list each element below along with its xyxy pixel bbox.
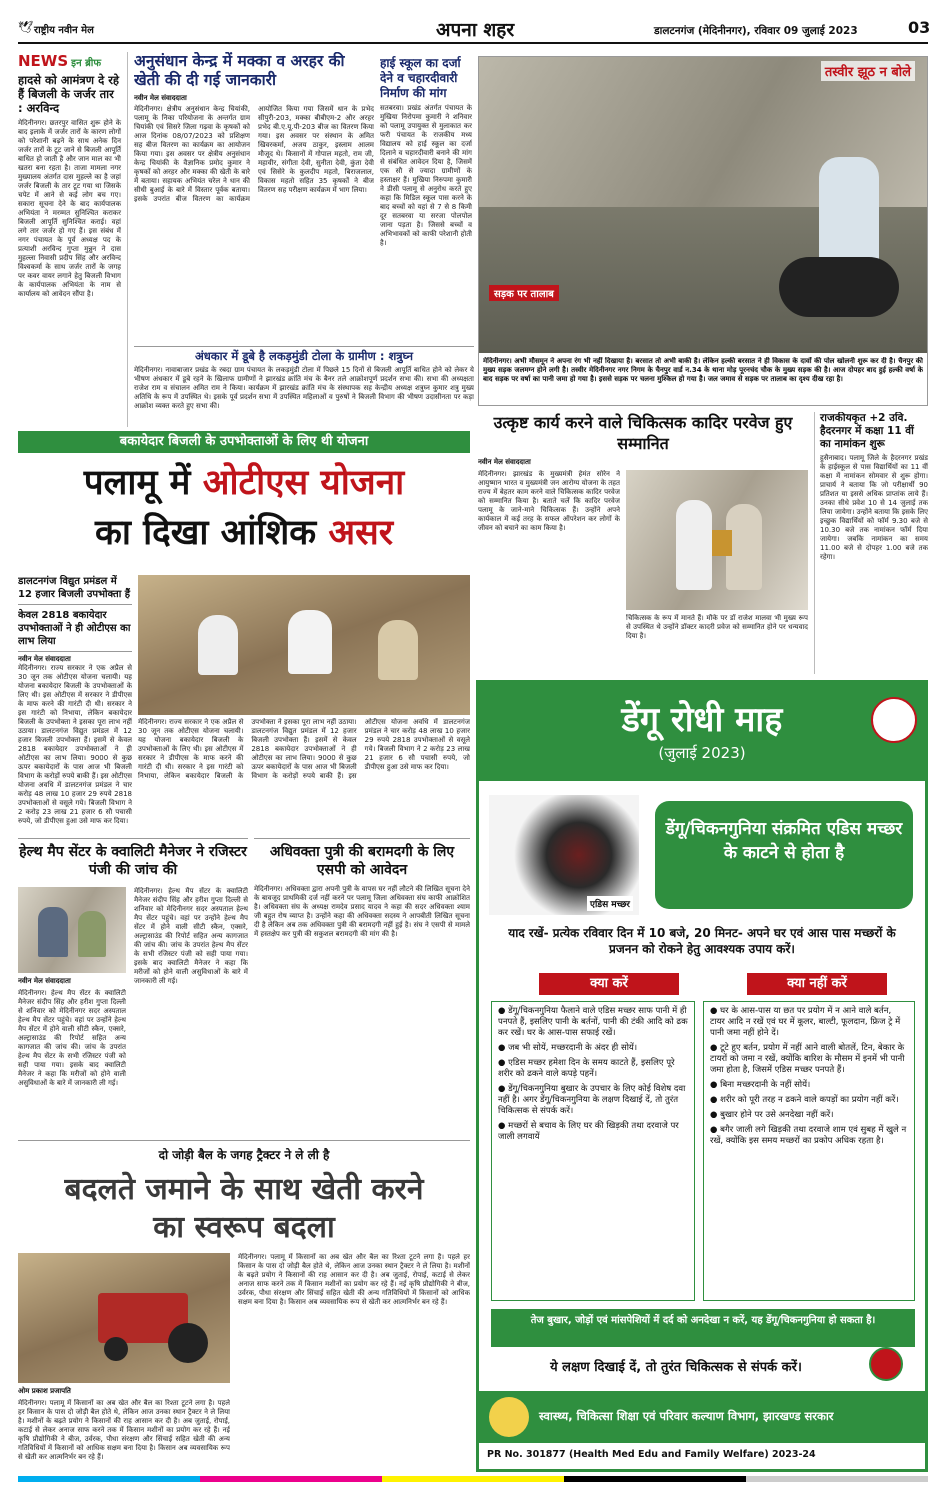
dengue-title: डेंगू रोधी माह xyxy=(621,700,783,740)
health-photo xyxy=(18,887,126,973)
health-body-left: मेदिनीनगर। हेल्थ मैप सेंटर के क्वालिटी मैनेजर संदीप सिंह और हरीश गुप्ता दिल्ली से शनिवार को मेदिनीनगर सदर अस्पताल हेल्थ मैप सेंटर पहुंचे। वहां पर उन्होंने हेल्थ मैप सेंटर में होने वाली सीटी स्कैन, एक्सरे, अल्ट्रासाउंड की रिपोर्ट सहित अन्य कागजात की जांच की। जांच के उपरांत हेल्थ मैप सेंटर के सभी रजिस्टर पंजी को सही पाया गया। इसके बाद क्वालिटी मैनेजर ने कहा कि मरीजों को होने वाली असुविधाओं के बारे में जानकारी ली गई। xyxy=(18,989,126,1087)
do-item: ● जब भी सोयें, मच्छरदानी के अंदर ही सोयें। xyxy=(498,1043,638,1053)
doctor-story-headline: उत्कृष्ट कार्य करने वाले चिकित्सक कादिर परवेज हुए सम्मानित xyxy=(493,413,793,453)
dont-item: ● टूटे हुए बर्तन, प्रयोग में नहीं आने वाली बोतलें, टिन, बेकार के टायरों को जमा न रखें, क्योंकि बारिश के मौसम में इनमें भी पानी जमा होता है, जिसमें एडिस मच्छर पनपते हैं। xyxy=(710,1043,905,1075)
department-name: स्वास्थ्य, चिकित्सा शिक्षा एवं परिवार कल्याण विभाग, झारखण्ड सरकार xyxy=(539,1409,834,1423)
dont-item: ● बिना मच्छरदानी के नहीं सोयें। xyxy=(710,1080,811,1090)
doctor-body: मेदिनीनगर। झारखंड के मुख्यमंत्री हेमंत सोरेन ने आयुष्मान भारत व मुख्यमंत्री जन आरोग्य योजना के तहत राज्य में बेहतर काम करने वाले चिकित्सक कादिर परवेज को सम्मानित किया है। बताते चलें कि कादिर परवेज पलामू के जाने-माने चिकित्सक हैं। उन्होंने अपने कार्यकाल में कई तरह के सफल ऑपरेशन कर लोगों के जीवन को बचाने का काम किया है। xyxy=(478,470,620,532)
admission-body: हुसैनाबाद। पलामू जिले के हैदरनगर प्रखंड के हाईस्कूल से पास विद्यार्थियों का 11 वीं कक्षा में नामांकन सोमवार से शुरू होगा। प्राचार्य ने बताया कि जो परीक्षार्थी 90 प्रतिशत या इससे अधिक प्राप्तांक लाये हैं। उनका सीधे प्रवेश 10 से 14 जुलाई तक लिया जायेगा। उन्होंने बताया कि इसके लिए इच्छुक विद्यार्थियों को फॉर्म 9.30 बजे से 10.30 बजे तक नामांकन फॉर्म दिया जायेगा। जबकि नामांकन का समय 11.00 बजे से दोपहर 1.00 बजे तक रहेगा। xyxy=(820,454,928,561)
advocate-body: मेदिनीनगर। अधिवक्ता द्वारा अपनी पुत्री के वापस घर नहीं लौटने की लिखित सूचना देने के बावजूद प्राथमिकी दर्ज नहीं करने पर पलामू जिला अधिवक्ता संघ काफी आक्रोशित है। अधिवक्ता संघ के अध्यक्ष रामदेव प्रसाद यादव ने कहा की सदर अधिवक्ता श्याम जी बहुत रोष व्याप्त है। उन्होंने कहा की अधिवक्ता सदस्य ने आपबीती लिखित सूचना दी है लेकिन अब तक अधिवक्ता पुत्री की बरामदगी नहीं हुई है। संघ ने एसपी से मामले में हस्तक्षेप कर पुत्री की सकुशल बरामदगी की मांग की है। xyxy=(254,885,470,938)
farming-kicker: दो जोड़ी बैल के जगह ट्रैक्टर ने ले ली है xyxy=(158,1148,330,1162)
farming-body-right: मेदिनीनगर। पलामू में किसानों का अब खेत और बैल का रिश्ता टूटने लगा है। पहले हर किसान के पास दो जोड़ी बैल होते थे, लेकिन आज उनका स्थान ट्रैक्टर ने ले लिया है। मशीनों के बढ़ते प्रयोग ने किसानों की राह आसान कर दी है। अब जुताई, रोपाई, कटाई से लेकर अनाज साफ करने तक में किसान मशीनों का प्रयोग कर रहे हैं। नई कृषि प्रौद्योगिकी ने बीज, उर्वरक, पौधा संरक्षण और सिंचाई सहित खेती की अन्य गतिविधियों में किसानों को आधिक सक्षम बना दिया है। किसान अब व्यवसायिक रूप से खेती कर आत्मनिर्भर बन रहे हैं। xyxy=(238,1253,470,1306)
health-headline: हेल्थ मैप सेंटर के क्वालिटी मैनेजर ने रजिस्टर पंजी की जांच की xyxy=(19,844,247,878)
dark-story-headline: अंधकार में डूबे है लकड़मुंडी टोला के ग्रामीण : शत्रुघ्न xyxy=(194,349,414,363)
print-color-strip xyxy=(18,1476,928,1482)
dengue-reminder: याद रखें- प्रत्येक रविवार दिन में 10 बजे, 20 मिनट- अपने घर एवं आस पास मच्छरों के प्रजनन को रोकने हेतु आवश्यक उपाय करें। xyxy=(508,926,896,956)
brief-headline: हादसे को आमंत्रण दे रहे हैं बिजली के जर्जर तार : अरविन्द xyxy=(18,73,119,115)
school-story-body: सतबरवा। प्रखंड अंतर्गत पंचायत के मुखिया निरोपमा कुमारी ने शनिवार को पलामू उपायुक्त से मुलाकात कर फरी पंचायत के राजकीय मध्य विद्यालय को हाई स्कूल का दर्जा दिलाने व चहारदीवारी बनाने की मांग से संबंधित आवेदन दिया है, जिसमें एक सौ से ज्यादा ग्रामीणों के हस्ताक्षर हैं। मुखिया निरुपमा कुमारी ने डीसी पलामू से अनुरोध करते हुए कहा कि मिडिल स्कूल पास करने के बाद बच्चों को यहां से 7 से 8 किमी दूर सतबरवा या सरजा पोलपोल जाना पड़ता है। जिससे बच्चों व अभिभावकों को काफी परेशानी होती है। xyxy=(380,104,472,247)
brief-body: मेदिनीनगर। छतरपुर वासित शुरू होने के बाद इलाके में जर्जर तारों के कारण लोगों को परेशानी बढ़ने के साथ अनेक दिन जर्जर तारों के टूट जाने से बिजली आपूर्ति बाधित हो जाती है और जान माल का भी खतरा बना रहता है। ताजा मामला नगर मुख्यालय अंतर्गत दास मुहल्ले का है जहां जर्जर बिजली के तार टूट गया था जिसके चपेट में आने से कई लोग बच गए। सकारा सूचना देने के बाद कार्यपालक अभियंता ने मरम्मत सुनिश्चित कराकर बिजली आपूर्ति सुनिश्चित कराई। वहां लगे तार जर्जर हो गए हैं। इस संबंध में नगर पंचायत के पूर्व अध्यक्ष पद के प्रत्याशी अरविन्द गुप्ता मुन्नुन ने दास मुहल्ला निवासी प्रदीप सिंह और अरविन्द विश्वकर्मा के साथ जर्जर तारों के जगह पर कवर वायर लगाने हेतु बिजली विभाग के कार्यपालक अभियंता के नाम से कार्यालय को आवेदन सौंपा है। xyxy=(18,119,121,298)
ots-body-more xyxy=(138,718,470,830)
advocate-story xyxy=(254,838,470,1136)
dont-item: ● बगैर जाली लगे खिड़की तथा दरवाजे शाम एवं सुबह में खुले न रखें, क्योंकि इस समय मच्छरों का प्रकोप अधिक रहता है। xyxy=(710,1125,907,1146)
health-byline: नवीन मेल संवाददाता xyxy=(18,977,71,985)
dengue-banner: डेंगू/चिकनगुनिया संक्रमित एडिस मच्छर के काटने से होता है xyxy=(655,801,913,909)
do-item: ● एडिस मच्छर हमेशा दिन के समय काटते हैं, इसलिए पूरे शरीर को ढकने वाले कपड़े पहनें। xyxy=(498,1058,675,1079)
health-body-right: मेदिनीनगर। हेल्थ मैप सेंटर के क्वालिटी मैनेजर संदीप सिंह और हरीश गुप्ता दिल्ली से शनिवार को मेदिनीनगर सदर अस्पताल हेल्थ मैप सेंटर पहुंचे। वहां पर उन्होंने हेल्थ मैप सेंटर में होने वाली सीटी स्कैन, एक्सरे, अल्ट्रासाउंड की रिपोर्ट सहित अन्य कागजात की जांच की। जांच के उपरांत हेल्थ मैप सेंटर के सभी रजिस्टर पंजी को सही पाया गया। इसके बाद क्वालिटी मैनेजर ने कहा कि मरीजों को होने वाली असुविधाओं के बारे में जानकारी ली गई। xyxy=(134,887,248,985)
do-list xyxy=(491,1001,695,1301)
dont-item: ● शरीर को पूरी तरह न ढकने वाले कपड़ों का प्रयोग नहीं करें। xyxy=(710,1095,899,1105)
dont-title: क्या नहीं करें xyxy=(747,973,887,995)
admission-headline: राजकीयकृत +2 उवि. हैदरनगर में कक्षा 11 वीं का नामांकन शुरू xyxy=(820,412,914,450)
flood-photo xyxy=(479,57,927,353)
dengue-header xyxy=(479,683,925,781)
dont-item: ● बुखार होने पर उसे अनदेखा नहीं करें। xyxy=(710,1110,834,1120)
helpline-104-icon xyxy=(869,1347,903,1381)
jharkhand-emblem-icon xyxy=(871,697,917,743)
photo-label: सड़क पर तालाब xyxy=(489,285,559,301)
farming-story xyxy=(18,1140,470,1472)
doctor-photo xyxy=(626,470,808,610)
section-title: अपना शहर xyxy=(436,19,515,41)
ots-side-note2: केवल 2818 बकायेदार उपभोक्ताओं ने ही ओटीएस का लाभ लिया xyxy=(18,609,132,652)
ots-headline-part2: का दिखा आंशिक xyxy=(94,513,317,553)
mosquito-image xyxy=(489,795,639,915)
brief-label: इन ब्रीफ xyxy=(71,58,102,69)
health-story xyxy=(18,838,248,1136)
doctor-byline: नवीन मेल संवाददाता xyxy=(478,458,531,466)
ots-headline-highlight2: असर xyxy=(328,513,394,553)
dont-list xyxy=(703,1001,915,1301)
school-story xyxy=(380,56,472,342)
ots-body-col1: मेदिनीनगर। राज्य सरकार ने एक अप्रैल से 30 जून तक ओटीएस योजना चलायी। यह योजना बकायेदार बिजली के उपभोक्ताओं के लिए थी। इस ओटीएस में सरकार ने डीपीएस के माफ करने की गारंटी दी थी। सरकार ने इस गारंटी को निभाया, लेकिन बकायेदार बिजली के उपभोक्ता ने इसका पूरा लाभ नहीं उठाया। डालटनगंज विद्युत प्रमंडल में 12 हजार बिजली उपभोक्ता हैं। इसमें से केवल 2818 बकायेदार उपभोक्ताओं ने ही ओटीएस का लाभ लिया। 9000 से कुछ ऊपर बकायेदारों के पास आज भी बिजली विभाग के करोड़ों रुपये बाकी हैं। इस ओटीएस योजना अवधि में डालटनगंज प्रमंडल ने चार करोड़ 48 लाख 10 हजार 29 रुपये 2818 उपभोक्ताओं से वसूले गये। बिजली विभाग ने 2 करोड़ 23 लाख 21 हजार 6 सौ पचासी रुपये, जो डीपीएस हुआ उसे माफ कर दिया। xyxy=(18,664,132,825)
ots-headline xyxy=(18,458,470,570)
ots-body-cont: मेदिनीनगर। राज्य सरकार ने एक अप्रैल से 30 जून तक ओटीएस योजना चलायी। यह योजना बकायेदार बिजली के उपभोक्ताओं के लिए थी। इस ओटीएस में सरकार ने डीपीएस के माफ करने की गारंटी दी थी। सरकार ने इस गारंटी को निभाया, लेकिन बकायेदार बिजली के उपभोक्ता ने इसका पूरा लाभ नहीं उठाया। डालटनगंज विद्युत प्रमंडल में 12 हजार बिजली उपभोक्ता हैं। इसमें से केवल 2818 बकायेदार उपभोक्ताओं ने ही ओटीएस का लाभ लिया। 9000 से कुछ ऊपर बकायेदारों के पास आज भी बिजली विभाग के करोड़ों रुपये बाकी हैं। इस ओटीएस योजना अवधि में डालटनगंज प्रमंडल ने चार करोड़ 48 लाख 10 हजार 29 रुपये 2818 उपभोक्ताओं से वसूले गये। बिजली विभाग ने 2 करोड़ 23 लाख 21 हजार 6 सौ पचासी रुपये, जो डीपीएस हुआ उसे माफ कर दिया। xyxy=(138,718,470,780)
news-label: NEWS xyxy=(18,52,69,70)
doctor-caption: चिकित्सक के रूप में मानते हैं। मौके पर डॉ राजेश मालवा भी मुख्य रूप से उपस्थित थे उन्होंने डॉक्टर कादरी प्रवेज को सम्मानित होने पर धन्यवाद दिया है। xyxy=(626,614,808,640)
do-item: ● डेंगू/चिकनगुनिया बुखार के उपचार के लिए कोई विशेष दवा नहीं है। अगर डेंगू/चिकनगुनिया के लक्षण दिखाई दें, तो तुरंत चिकित्सक से संपर्क करें। xyxy=(498,1084,686,1116)
advocate-headline: अधिवक्ता पुत्री की बरामदगी के लिए एसपी को आवेदन xyxy=(269,844,455,878)
pr-number: PR No. 301877 (Health Med Edu and Family Welfare) 2023-24 xyxy=(487,1449,816,1460)
photo-caption: मेदिनीनगर। अभी मौसमून ने अपना रंग भी नहीं दिखाया है। बरसात तो अभी बाकी है। लेकिन हल्की बरसात ने ही विकास के दावों की पोल खोलनी शुरू कर दी है। चैनपुर की मुख्य सड़क जलमग्न होने लगी है। तस्वीर मेदिनीनगर नगर निगम के चैनपुर वार्ड न.34 के थाना मोड़ पूरनचंद चौक के मुख्य सड़क की है। आज दोपहर बाद हुई हल्की वर्षा के बाद सड़क पर वर्षा का पानी जमा हो गया है। इससे सड़क पर चलना मुश्किल हो गया है। जल जमाव से सड़क पर तालाब का दृश्य दीख रहा है। xyxy=(483,357,923,383)
do-title: क्या करें xyxy=(539,973,679,995)
ots-photo xyxy=(138,575,470,715)
masthead xyxy=(18,16,931,44)
do-item: ● मच्छरों से बचाव के लिए घर की खिड़की तथा दरवाजे पर जाली लगवायें xyxy=(498,1121,679,1142)
ots-headline-part1: पलामू में xyxy=(83,463,191,503)
ots-side xyxy=(18,575,132,830)
ots-headline-highlight1: ओटीएस योजना xyxy=(202,463,405,503)
farming-body-left: मेदिनीनगर। पलामू में किसानों का अब खेत और बैल का रिश्ता टूटने लगा है। पहले हर किसान के पास दो जोड़ी बैल होते थे, लेकिन आज उनका स्थान ट्रैक्टर ने ले लिया है। मशीनों के बढ़ते प्रयोग ने किसानों की राह आसान कर दी है। अब जुताई, रोपाई, कटाई से लेकर अनाज साफ करने तक में किसान मशीनों का प्रयोग कर रहे हैं। नई कृषि प्रौद्योगिकी ने बीज, उर्वरक, पौधा संरक्षण और सिंचाई सहित खेती की अन्य गतिविधियों में किसानों को आधिक सक्षम बना दिया है। किसान अब व्यवसायिक रूप से खेती कर आत्मनिर्भर बन रहे हैं। xyxy=(18,1399,230,1461)
dengue-department xyxy=(479,1391,925,1443)
top-story xyxy=(134,52,374,342)
news-brief xyxy=(18,52,128,427)
dark-story-body: मेदिनीनगर। नावाबाजार प्रखंड के रबदा ग्राम पंचायत के लकड़मुंडी टोला में पिछले 15 दिनों से बिजली आपूर्ति बाधित होने को लेकर ये भीषण अंधकार में डूबे रहने के खिलाफ ग्रामीणों ने झारखंड क्रांति मंच के बैनर तले आक्रोशपूर्ण प्रदर्शन सभा की। सभा की अध्यक्षता राजेश राम व संचालन अमित राम ने किया। कार्यक्रम में झारखंड क्रांति मंच के संस्थापक सह केन्द्रीय अध्यक्ष शत्रुघ्न कुमार शत्रु मुख्य अतिथि के रूप में उपस्थित थे। इसके पूर्व प्रदर्शन सभा में उपस्थित महिलाओं व पुरुषों ने बिजली विभाग की भीषण उदासीनता पर कड़ा आक्रोश व्यक्त करते हुए सभा की। xyxy=(134,366,474,410)
dengue-subtitle: (जुलाई 2023) xyxy=(658,744,746,762)
paper-name: राष्ट्रीय नवीन मेल xyxy=(34,25,94,36)
top-story-headline: अनुसंधान केन्द्र में मक्का व अरहर की खेती की दी गई जानकारी xyxy=(134,52,345,89)
do-item: ● डेंगू/चिकनगुनिया फैलाने वाले एडिस मच्छर साफ पानी में ही पनपते हैं, इसलिए पानी के बर्तनों, पानी की टंकी आदि को ढक कर रखें। घर के आस-पास सफाई रखें। xyxy=(498,1006,688,1038)
farming-byline: ओम प्रकाश प्रजापति xyxy=(18,1387,71,1395)
paper-logo-icon: 🕊 xyxy=(18,20,34,34)
dengue-symptoms: तेज बुखार, जोड़ों एवं मांसपेशियों में दर्द को अनदेखा न करें, यह डेंगू/चिकनगुनिया हो सकता है। xyxy=(491,1309,915,1347)
top-story-byline: नवीन मेल संवाददाता xyxy=(134,94,187,102)
dateline: डालटनगंज (मेदिनीनगर), रविवार 09 जुलाई 2023 xyxy=(654,25,858,37)
dengue-ad xyxy=(476,680,928,1472)
doctor-story xyxy=(478,412,808,674)
ots-kicker: बकायेदार बिजली के उपभोक्ताओं के लिए थी योजना xyxy=(18,431,470,453)
top-story-body: मेदिनीनगर। क्षेत्रीय अनुसंधान केन्द्र चियांकी, पलामू के निका परियोजना के अन्तर्गत ग्राम चियांकी एवं सिसरे जिला गढ़वा के कृषकों को आज दिनांक 08/07/2023 को प्रशिक्षण सह बीज वितरण का कार्यक्रम का आयोजन किया गया। इस अवसर पर क्षेत्रीय अनुसंधान केन्द्र चियांकी के वैज्ञानिक प्रमोद कुमार ने कृषकों को अरहर और मक्का की खेती के बारे में बताया। सहायक अभियंत चरेल ने धान की सीधी बुआई के बारे में विस्तार पूर्वक बताया। इसके उपरांत बीज वितरण का कार्यक्रम आयोजित किया गया जिसमें धान के प्रभेद सीपुरी-203, मक्का बीबीएम-2 और अरहर प्रभेद बी.ए.यू.पी-203 बीज का वितरण किया गया। इस अवसर पर संस्थान के अमित खिवरकर्मा, अजय ठाकुर, इस्लाम आलम मौजूद थे। किसानों में गोपाल महतो, राम जी, महावीर, संगीता देवी, सुनीता देवी, कुंता देवी एवं सिसेरे के कुलदीप महतो, बिराजलाल, विकास महतो सहित 35 कृषकों ने बीज वितरण सह परीक्षण कार्यक्रम में भाग लिया। xyxy=(134,105,374,203)
mosquito-label: एडिस मच्छर xyxy=(587,896,633,911)
school-story-headline: हाई स्कूल का दर्जा देने व चहारदीवारी निर्माण की मांग xyxy=(380,56,461,100)
ots-byline: नवीन मेल संवाददाता xyxy=(18,655,71,663)
dont-item: ● घर के आस-पास या छत पर प्रयोग में न आने वाले बर्तन, टायर आदि न रखें एवं घर में कूलर, बाल्टी, फूलदान, फ्रिज ट्रे में पानी जमा नहीं होने दें। xyxy=(710,1006,901,1038)
dengue-contact: ये लक्षण दिखाई दें, तो तुरंत चिकित्सक से संपर्क करें। xyxy=(550,1360,802,1375)
admission-story xyxy=(814,412,928,674)
ots-side-note1: डालटनगंज विद्युत प्रमंडल में 12 हजार बिजली उपभोक्ता हैं xyxy=(18,575,132,605)
page-number: 03 xyxy=(908,18,931,37)
farming-headline: बदलते जमाने के साथ खेती करने का स्वरूप बदला xyxy=(64,1172,424,1245)
health-logo-icon xyxy=(489,1397,529,1437)
dark-story xyxy=(134,346,474,426)
photo-tag: तस्वीर झूठ न बोले xyxy=(821,61,915,81)
photo-feature xyxy=(478,56,928,406)
farming-photo xyxy=(18,1253,230,1383)
